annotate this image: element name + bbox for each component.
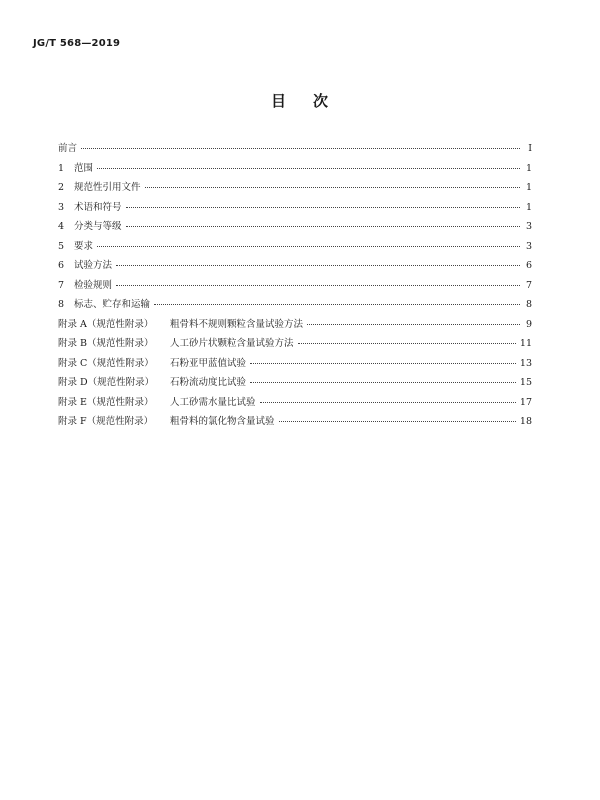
toc-entry-number: 5 [58, 240, 65, 252]
toc-entry-label: 试验方法 [74, 260, 113, 271]
dot-leader [250, 363, 516, 364]
toc-appendix-f[interactable] [58, 413, 532, 433]
appendix-page: 18 [519, 416, 532, 427]
dot-leader [116, 285, 520, 286]
appendix-label: 石粉亚甲蓝值试验 [170, 357, 247, 369]
toc-appendix-c[interactable] [58, 355, 532, 375]
appendix-prefix: 附录 B（规范性附录） [58, 338, 154, 349]
toc-entry-page: 3 [525, 240, 532, 252]
toc-entry-label: 要求 [74, 240, 94, 252]
toc-entry-number: 3 [58, 201, 65, 213]
toc-entry-foreword[interactable] [58, 140, 532, 160]
page-title [0, 90, 600, 111]
toc-entry-page: 7 [525, 279, 532, 291]
appendix-label: 人工砂片状颗粒含量试验方法 [170, 338, 294, 349]
appendix-prefix: 附录 A（规范性附录） [58, 318, 154, 330]
appendix-prefix: 附录 F（规范性附录） [58, 416, 154, 427]
toc-entry-page: 6 [525, 260, 532, 271]
toc-entry-5[interactable] [58, 238, 532, 258]
appendix-page: 11 [519, 338, 532, 349]
toc-entry-7[interactable] [58, 277, 532, 297]
toc-entry-1[interactable] [58, 160, 532, 180]
dot-leader [307, 324, 520, 325]
toc-entry-label: 分类与等级 [74, 221, 122, 232]
toc-entry-number: 8 [58, 299, 65, 310]
toc-appendix-b[interactable] [58, 335, 532, 355]
toc-entry-2[interactable] [58, 179, 532, 199]
toc-entry-page: 3 [525, 221, 532, 232]
toc-entry-label: 规范性引用文件 [74, 182, 141, 193]
toc-entry-page: 8 [525, 299, 532, 310]
document-code: JG/T 568—2019 [33, 38, 121, 49]
title-char-1: 目 [270, 92, 287, 110]
appendix-prefix: 附录 E（规范性附录） [58, 396, 154, 408]
toc-entry-number: 2 [58, 182, 65, 193]
toc-entry-label: 标志、贮存和运输 [74, 299, 151, 310]
dot-leader [126, 226, 520, 227]
toc-appendix-e[interactable] [58, 394, 532, 414]
toc-entry-6[interactable] [58, 257, 532, 277]
toc-entry-3[interactable] [58, 199, 532, 219]
toc-entry-number: 6 [58, 260, 65, 271]
appendix-prefix: 附录 D（规范性附录） [58, 377, 155, 388]
appendix-page: 9 [525, 318, 532, 330]
appendix-label: 粗骨料的氯化物含量试验 [170, 416, 275, 427]
dot-leader [81, 148, 520, 149]
appendix-page: 15 [519, 377, 532, 388]
toc-appendix-a[interactable] [58, 316, 532, 336]
toc-appendix-d[interactable] [58, 374, 532, 394]
dot-leader [126, 207, 520, 208]
dot-leader [154, 304, 520, 305]
toc-entry-label: 前言 [58, 143, 78, 154]
dot-leader [298, 343, 516, 344]
toc-entry-label: 检验规则 [74, 279, 113, 291]
table-of-contents [58, 140, 532, 433]
dot-leader [260, 402, 516, 403]
dot-leader [116, 265, 520, 266]
toc-entry-number: 1 [58, 162, 65, 174]
toc-entry-4[interactable] [58, 218, 532, 238]
toc-entry-label: 范围 [74, 162, 94, 174]
appendix-prefix: 附录 C（规范性附录） [58, 357, 154, 369]
toc-entry-page: Ⅰ [528, 143, 532, 154]
toc-entry-page: 1 [525, 182, 532, 193]
toc-entry-page: 1 [525, 162, 532, 174]
toc-entry-label: 术语和符号 [74, 201, 122, 213]
toc-entry-8[interactable] [58, 296, 532, 316]
appendix-label: 粗骨料不规则颗粒含量试验方法 [170, 318, 304, 330]
appendix-label: 人工砂需水量比试验 [170, 396, 256, 408]
title-char-2: 次 [313, 92, 330, 110]
dot-leader [279, 421, 516, 422]
dot-leader [145, 187, 520, 188]
toc-entry-page: 1 [525, 201, 532, 213]
toc-entry-number: 7 [58, 279, 65, 291]
dot-leader [97, 168, 520, 169]
appendix-label: 石粉流动度比试验 [170, 377, 247, 388]
dot-leader [97, 246, 520, 247]
toc-entry-number: 4 [58, 221, 65, 232]
dot-leader [250, 382, 516, 383]
appendix-page: 17 [519, 396, 532, 408]
appendix-page: 13 [519, 357, 532, 369]
